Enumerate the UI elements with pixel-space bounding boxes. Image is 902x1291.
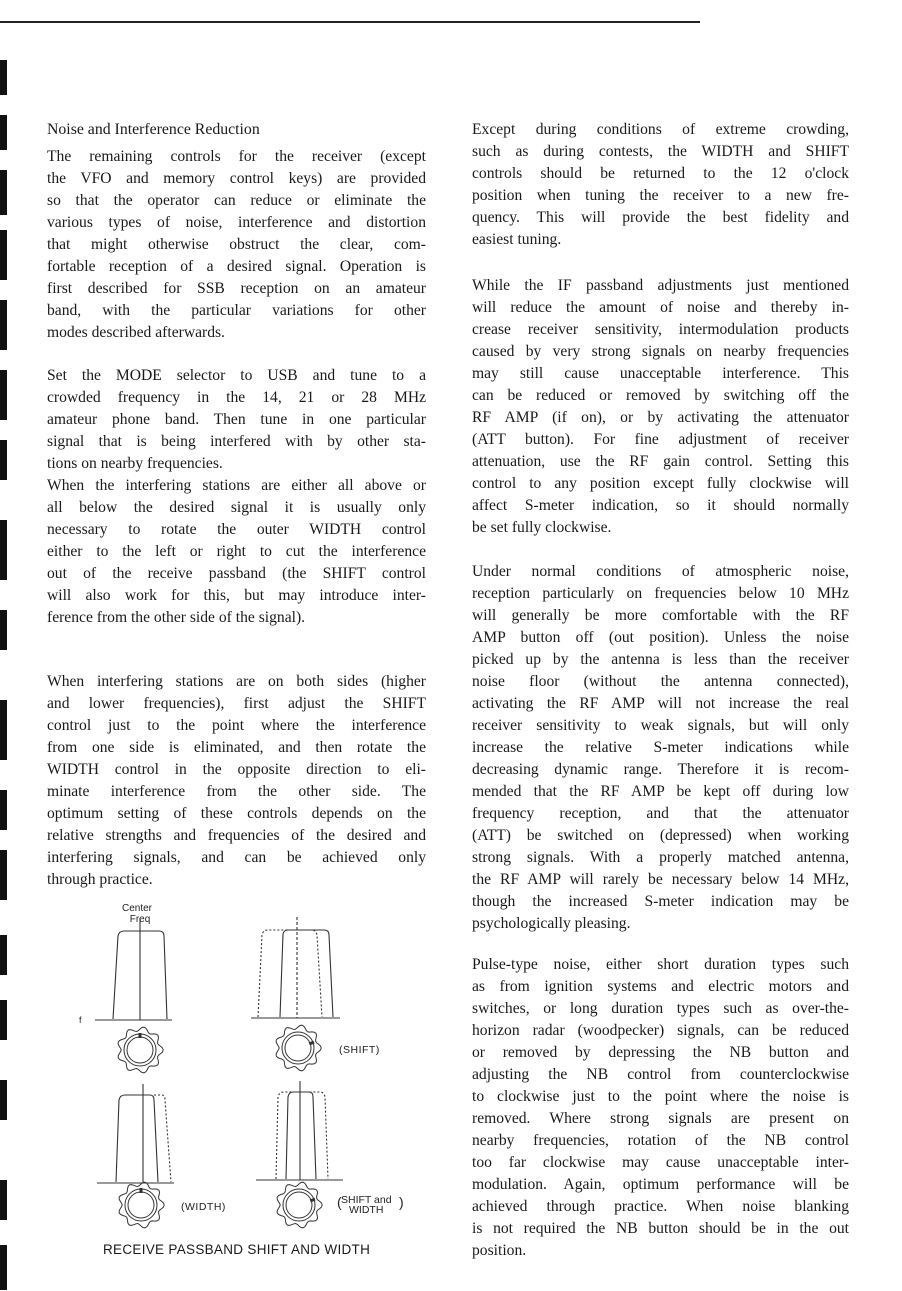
text-line: the RF AMP will rarely be necessary below 14 MHz,: [472, 871, 849, 888]
text-line: caused by very strong signals on nearby frequencies: [472, 343, 849, 360]
binding-mark: [0, 1245, 7, 1290]
paren-close: ): [399, 1194, 404, 1210]
text-line: will also work for this, but may introduce inter-: [47, 587, 426, 604]
text-line: that might otherwise obstruct the clear, com-: [47, 236, 426, 253]
shift-and-width-label-1: SHIFT and: [341, 1194, 392, 1206]
text-line: Except during conditions of extreme crowding,: [472, 121, 849, 138]
text-line: nearby frequencies, rotation of the NB control: [472, 1132, 849, 1149]
text-line: tions on nearby frequencies.: [47, 455, 223, 472]
text-line: control to any position except fully clockwise will: [472, 475, 849, 492]
text-line: will generally be more comfortable with the RF: [472, 607, 849, 624]
passband-width-diagram: [97, 1084, 174, 1183]
section-heading: Noise and Interference Reduction: [47, 121, 260, 138]
text-line: as from ignition systems and electric motors and: [472, 978, 849, 995]
text-line: modes described afterwards.: [47, 324, 225, 341]
text-line: position when tuning the receiver to a new fre-: [472, 187, 849, 204]
text-line: too far clockwise may cause unacceptable inter-: [472, 1154, 849, 1171]
shift-label: (SHIFT): [339, 1044, 380, 1056]
text-line: crowded frequency in the 14, 21 or 28 MHz: [47, 389, 426, 406]
paragraph: [472, 119, 849, 251]
text-line: increase the relative S-meter indications while: [472, 739, 849, 756]
text-line: may still cause unacceptable interference. This: [472, 365, 849, 382]
text-line: signal that is being interfered with by other sta-: [47, 433, 426, 450]
text-line: activating the RF AMP will not increase the real: [472, 695, 849, 712]
text-line: When interfering stations are on both sides (higher: [47, 673, 426, 690]
paragraph: [472, 275, 849, 539]
text-line: Set the MODE selector to USB and tune to a: [47, 367, 426, 384]
text-line: interfering signals, and can be achieved only: [47, 849, 426, 866]
text-line: modulation. Again, optimum performance will be: [472, 1176, 849, 1193]
text-line: RF AMP (if on), or by activating the attenuator: [472, 409, 849, 426]
paren-open: (: [337, 1194, 342, 1210]
text-line: amateur phone band. Then tune in one particular: [47, 411, 426, 428]
text-line: necessary to rotate the outer WIDTH control: [47, 521, 426, 538]
text-line: While the IF passband adjustments just mentioned: [472, 277, 849, 294]
text-line: be set fully clockwise.: [472, 519, 612, 536]
figure-caption: RECEIVE PASSBAND SHIFT AND WIDTH: [103, 1242, 371, 1257]
text-line: crease receiver sensitivity, intermodulation products: [472, 321, 849, 338]
text-line: switches, or long duration types such as over-the-: [472, 1000, 849, 1017]
text-line: the VFO and memory control keys) are provided: [47, 170, 426, 187]
text-line: so that the operator can reduce or eliminate the: [47, 192, 426, 209]
text-line: Pulse-type noise, either short duration types such: [472, 956, 849, 973]
text-line: and lower frequencies), first adjust the SHIFT: [47, 695, 426, 712]
text-line: WIDTH control in the opposite direction to eli-: [47, 761, 426, 778]
text-line: band, with the particular variations for other: [47, 302, 426, 319]
text-line: achieved through practice. When noise blanking: [472, 1198, 849, 1215]
text-line: noise floor (without the antenna connected),: [472, 673, 849, 690]
text-line: AMP button off (out position). Unless the noise: [472, 629, 849, 646]
text-line: is not required the NB button should be in the out: [472, 1220, 849, 1237]
text-line: position.: [472, 1242, 527, 1259]
text-line: removed. Where strong signals are present on: [472, 1110, 849, 1127]
text-line: picked up by the antenna is less than the receiver: [472, 651, 849, 668]
text-line: reception particularly on frequencies below 10 MHz: [472, 585, 849, 602]
text-line: (ATT button). For fine adjustment of receiver: [472, 431, 849, 448]
text-line: through practice.: [47, 871, 153, 888]
axis-label: f: [79, 1015, 82, 1025]
text-line: ference from the other side of the signal).: [47, 609, 306, 626]
width-label: (WIDTH): [181, 1201, 226, 1213]
text-line: When the interfering stations are either all above or: [47, 477, 426, 494]
passband-center-diagram: [95, 918, 172, 1020]
text-line: can be reduced or removed by switching off the: [472, 387, 849, 404]
control-knob-icon: [119, 1182, 164, 1228]
text-line: such as during contests, the WIDTH and SHIFT: [472, 143, 849, 160]
shift-and-width-label-2: WIDTH: [349, 1204, 384, 1216]
text-line: attenuation, use the RF gain control. Setting this: [472, 453, 849, 470]
text-line: frequency reception, and that the attenuator: [472, 805, 849, 822]
text-line: easiest tuning.: [472, 231, 562, 248]
text-line: or removed by depressing the NB button and: [472, 1044, 849, 1061]
center-label-1: Center: [121, 903, 153, 914]
text-line: first described for SSB reception on an amateur: [47, 280, 426, 297]
text-line: adjusting the NB control from counterclockwise: [472, 1066, 849, 1083]
text-line: horizon radar (woodpecker) signals, can be reduced: [472, 1022, 849, 1039]
text-line: psychologically pleasing.: [472, 915, 631, 932]
text-line: receiver sensitivity to weak signals, but will only: [472, 717, 849, 734]
paragraph: [472, 561, 849, 935]
text-line: will reduce the amount of noise and thereby in-: [472, 299, 849, 316]
text-line: strong signals. With a properly matched antenna,: [472, 849, 849, 866]
control-knob-icon: [276, 1025, 321, 1071]
text-line: either to the left or right to cut the interference: [47, 543, 426, 560]
text-line: minate interference from the other side. The: [47, 783, 426, 800]
passband-figure: [0, 0, 460, 1240]
text-line: control just to the point where the interference: [47, 717, 426, 734]
text-line: (ATT) be switched on (depressed) when working: [472, 827, 849, 844]
center-label-2: Freq: [129, 914, 151, 925]
text-line: relative strengths and frequencies of the desired and: [47, 827, 426, 844]
text-line: Under normal conditions of atmospheric noise,: [472, 563, 849, 580]
text-line: though the increased S-meter indication may be: [472, 893, 849, 910]
control-knob-icon: [277, 1182, 322, 1228]
text-line: decreasing dynamic range. Therefore it is recom-: [472, 761, 849, 778]
text-line: various types of noise, interference and distortion: [47, 214, 426, 231]
text-line: out of the receive passband (the SHIFT control: [47, 565, 426, 582]
text-line: to clockwise just to the point where the noise is: [472, 1088, 849, 1105]
text-line: fortable reception of a desired signal. Operation is: [47, 258, 426, 275]
text-line: The remaining controls for the receiver (except: [47, 148, 426, 165]
text-line: all below the desired signal it is usually only: [47, 499, 426, 516]
passband-shift-width-diagram: [256, 1081, 343, 1180]
text-line: mended that the RF AMP be kept off during low: [472, 783, 849, 800]
text-line: controls should be returned to the 12 o'clock: [472, 165, 849, 182]
text-line: affect S-meter indication, so it should normally: [472, 497, 849, 514]
paragraph: [472, 954, 849, 1262]
text-line: optimum setting of these controls depends on the: [47, 805, 426, 822]
control-knob-icon: [118, 1027, 163, 1073]
text-line: from one side is eliminated, and then rotate the: [47, 739, 426, 756]
passband-shift-diagram: [251, 917, 340, 1018]
text-line: quency. This will provide the best fidelity and: [472, 209, 849, 226]
